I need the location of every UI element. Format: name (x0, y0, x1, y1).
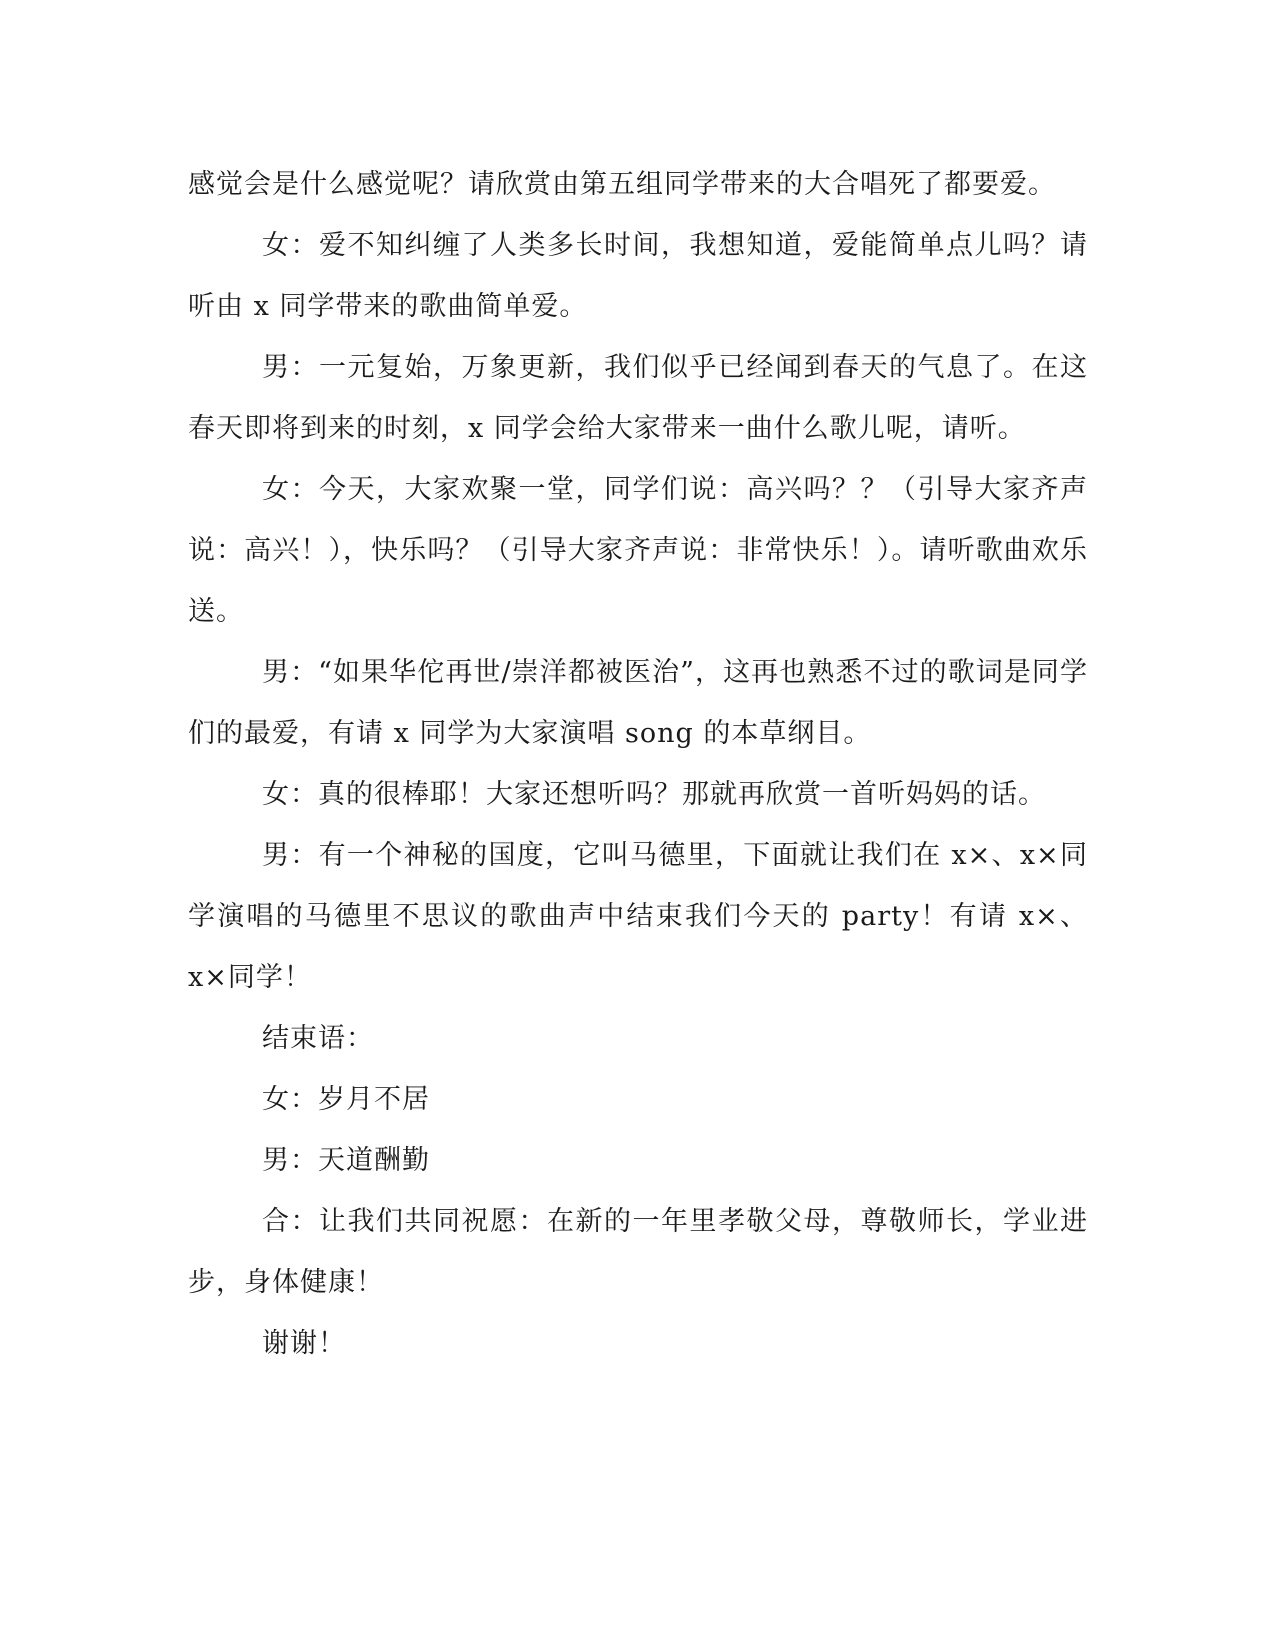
paragraph-female-closing: 女：岁月不居 (262, 1084, 430, 1115)
paragraph-together-wishes: 合：让我们共同祝愿：在新的一年里孝敬父母，尊敬师长，学业进步，身体健康！ (188, 1206, 1088, 1298)
paragraph-male-madrid: 男：有一个神秘的国度，它叫马德里，下面就让我们在 x×、x×同学演唱的马德里不思议的歌曲声中结束我们今天的 party！有请 x×、x×同学！ (188, 840, 1088, 993)
paragraph-intro-continuation: 感觉会是什么感觉呢？请欣赏由第五组同学带来的大合唱死了都要爱。 (188, 169, 1056, 200)
paragraph-female-simple-love: 女：爱不知纠缠了人类多长时间，我想知道，爱能简单点儿吗？请听由 x 同学带来的歌曲简单爱。 (188, 230, 1088, 322)
paragraph-thanks: 谢谢！ (262, 1328, 346, 1359)
paragraph-male-bencao: 男：“如果华佗再世/崇洋都被医治”，这再也熟悉不过的歌词是同学们的最爱，有请 x 同学为大家演唱 song 的本草纲目。 (188, 657, 1088, 749)
paragraph-female-listen-mom: 女：真的很棒耶！大家还想听吗？那就再欣赏一首听妈妈的话。 (262, 779, 1046, 810)
paragraph-closing-heading: 结束语： (262, 1023, 374, 1054)
document-body (188, 154, 1088, 1374)
paragraph-female-happy: 女：今天，大家欢聚一堂，同学们说：高兴吗？？（引导大家齐声说：高兴！），快乐吗？（引导大家齐声说：非常快乐！）。请听歌曲欢乐送。 (188, 474, 1088, 627)
paragraph-male-closing: 男：天道酬勤 (262, 1145, 430, 1176)
paragraph-male-spring: 男：一元复始，万象更新，我们似乎已经闻到春天的气息了。在这春天即将到来的时刻，x 同学会给大家带来一曲什么歌儿呢，请听。 (188, 352, 1088, 444)
